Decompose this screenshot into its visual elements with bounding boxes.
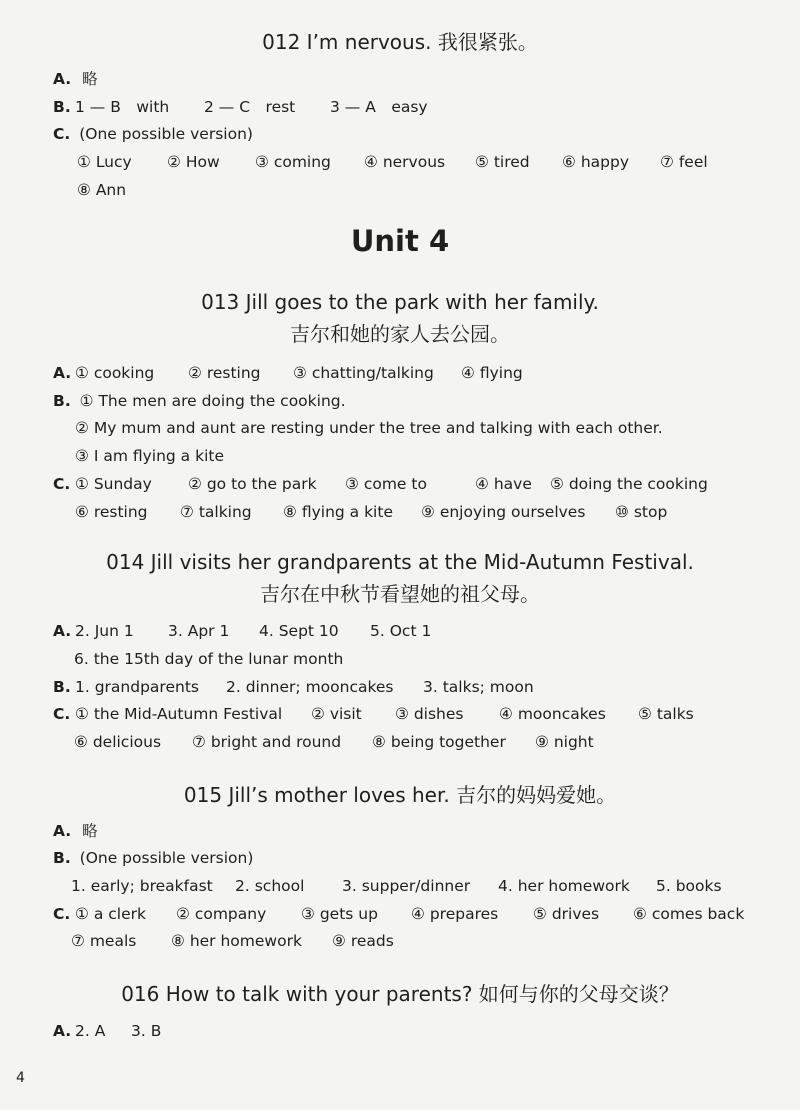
s012-a-text: 略 [82,70,98,88]
answer-item: 5. books [656,877,722,895]
s014-a-line2 [74,649,343,669]
s014-c-label: C. [53,705,71,723]
s013-b-label: B. [53,392,71,410]
answer-item: ⑦ bright and round [192,733,342,751]
answer-item: ⑨ enjoying ourselves [421,503,586,521]
answer-item: 3. talks; moon [423,678,534,696]
answer-item: ① a clerk [75,905,146,923]
answer-item: ⑦ talking [180,503,252,521]
answer-item: 2. Jun 1 [75,622,134,640]
s015-c-row [53,904,773,924]
answer-item: ① Sunday [75,475,152,493]
s012-b-item: 1 — B with [75,98,170,116]
section-014-subtitle: 吉尔在中秋节看望她的祖父母。 [260,582,540,606]
answer-item: ⑧ Ann [77,181,127,199]
answer-item: 4. Sept 10 [259,622,339,640]
answer-item: 2. A [75,1022,106,1040]
answer-item: ④ have [475,475,532,493]
section-012-title: 012 I’m nervous. 我很紧张。 [262,30,538,54]
answer-item: ① Lucy [77,153,132,171]
s012-a-row [53,69,98,89]
s015-b-label: B. [53,849,71,867]
s013-c-label: C. [53,475,71,493]
answer-item: ⑩ stop [615,503,668,521]
answer-item: ③ coming [255,153,331,171]
answer-item: ⑤ talks [638,705,694,723]
answer-item: 3. supper/dinner [342,877,471,895]
answer-item: ⑥ resting [75,503,148,521]
section-013-title: 013 Jill goes to the park with her family. [201,290,599,314]
answer-item: ④ flying [461,364,523,382]
answer-item: 4. her homework [498,877,630,895]
answer-item: 6. the 15th day of the lunar month [74,650,344,668]
answer-item: ④ mooncakes [499,705,606,723]
s015-a-row [53,821,98,841]
s013-b-line3 [75,446,224,466]
s013-b-row [53,391,346,411]
answer-item: ② visit [311,705,362,723]
answer-item: ⑧ her homework [171,932,302,950]
answer-item: ② go to the park [188,475,317,493]
answer-item: ① cooking [75,364,155,382]
answer-item: ⑤ tired [475,153,530,171]
s012-c-row [53,124,253,144]
s014-b-row [53,677,753,697]
s014-c-row [53,704,753,724]
answer-item: ⑨ night [535,733,594,751]
answer-item: 2. dinner; mooncakes [226,678,394,696]
s016-a-label: A. [53,1022,72,1040]
answer-item: ⑦ meals [71,932,137,950]
s014-b-label: B. [53,678,71,696]
answer-item: ③ come to [345,475,427,493]
answer-item: ② How [167,153,220,171]
answer-item: ③ I am flying a kite [75,447,224,465]
s015-c-label: C. [53,905,71,923]
answer-item: ② company [176,905,267,923]
answer-item: ⑧ being together [372,733,506,751]
answer-item: ⑦ feel [660,153,708,171]
answer-item: 1. grandparents [75,678,199,696]
page-number: 4 [16,1070,25,1086]
answer-item: ③ gets up [301,905,378,923]
answer-item: ⑤ drives [533,905,600,923]
answer-item: ③ chatting/talking [293,364,434,382]
answer-item: 3. B [131,1022,162,1040]
s012-c-note: (One possible version) [79,125,253,143]
section-015-title: 015 Jill’s mother loves her. 吉尔的妈妈爱她。 [183,783,617,807]
answer-item: ① The men are doing the cooking. [79,392,346,410]
s013-a-row [53,363,753,383]
s012-b-label: B. [53,98,71,116]
answer-item: 5. Oct 1 [370,622,432,640]
s016-a-row [53,1021,353,1041]
answer-item: ⑨ reads [332,932,394,950]
answer-item: 2. school [235,877,305,895]
s015-a-label: A. [53,822,72,840]
section-014-title: 014 Jill visits her grandparents at the Mid-Autumn Festival. [106,550,694,574]
s015-b-row [53,848,253,868]
answer-item: ⑧ flying a kite [283,503,393,521]
s013-b-line2 [75,418,663,438]
section-016-title: 016 How to talk with your parents? 如何与你的父母交谈？ [121,982,679,1006]
s015-b-note: (One possible version) [79,849,254,867]
answer-item: ⑤ doing the cooking [550,475,708,493]
answer-item: ② resting [188,364,261,382]
answer-item: ② My mum and aunt are resting under the tree and talking with each other. [75,419,663,437]
s012-c-label: C. [53,125,71,143]
s012-b-item: 2 — C rest [204,98,296,116]
answer-item: ① the Mid-Autumn Festival [75,705,283,723]
answer-item: ⑥ comes back [633,905,745,923]
answer-item: ④ nervous [364,153,446,171]
s013-c-row [53,474,753,494]
answer-item: ⑥ happy [562,153,629,171]
answer-item: 3. Apr 1 [168,622,230,640]
unit-heading: Unit 4 [350,224,450,258]
s012-a-label: A. [53,70,72,88]
answer-item: 1. early; breakfast [71,877,213,895]
answer-item: ④ prepares [411,905,499,923]
s013-a-label: A. [53,364,72,382]
s012-b-row [53,97,753,117]
s012-c-line2 [77,180,126,200]
section-013-subtitle: 吉尔和她的家人去公园。 [290,322,510,346]
s014-a-row [53,621,753,641]
answer-item: ⑥ delicious [74,733,162,751]
s012-b-item: 3 — A easy [330,98,428,116]
s014-a-label: A. [53,622,72,640]
s015-a-text: 略 [82,822,98,840]
answer-item: ③ dishes [395,705,464,723]
